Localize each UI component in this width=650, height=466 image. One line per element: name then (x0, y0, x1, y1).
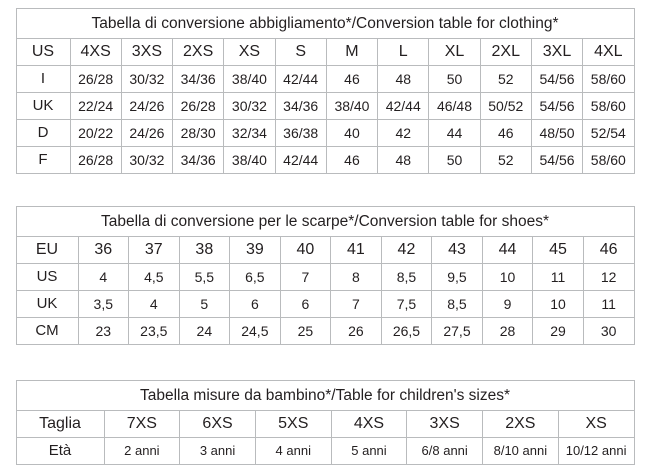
clothing-cell-2-5: 40 (326, 120, 377, 147)
children-header-1: 7XS (104, 411, 180, 438)
shoes-cell-2-0: 23 (78, 318, 129, 345)
shoes-header-0: EU (16, 237, 78, 264)
clothing-cell-1-1: 24/26 (121, 93, 172, 120)
shoes-cell-2-10: 30 (583, 318, 634, 345)
children-header-4: 4XS (331, 411, 407, 438)
shoes-cell-0-5: 8 (331, 264, 382, 291)
clothing-cell-3-5: 46 (326, 147, 377, 174)
children-header-3: 5XS (255, 411, 331, 438)
children-cell-0-0: 2 anni (104, 438, 180, 465)
clothing-table-block (0, 8, 650, 174)
table-row (16, 120, 634, 147)
clothing-cell-3-3: 38/40 (224, 147, 275, 174)
shoes-cell-1-4: 6 (280, 291, 331, 318)
clothing-cell-1-0: 22/24 (70, 93, 121, 120)
shoes-cell-2-4: 25 (280, 318, 331, 345)
clothing-cell-2-4: 36/38 (275, 120, 326, 147)
clothing-cell-1-2: 26/28 (173, 93, 224, 120)
clothing-cell-3-2: 34/36 (173, 147, 224, 174)
clothing-cell-3-9: 54/56 (531, 147, 582, 174)
shoes-cell-2-9: 29 (533, 318, 584, 345)
clothing-cell-0-6: 48 (378, 66, 429, 93)
shoes-cell-0-7: 9,5 (432, 264, 483, 291)
shoes-cell-0-2: 5,5 (179, 264, 230, 291)
shoes-cell-2-2: 24 (179, 318, 230, 345)
clothing-cell-1-9: 54/56 (531, 93, 582, 120)
children-header-7: XS (558, 411, 634, 438)
clothing-cell-0-2: 34/36 (173, 66, 224, 93)
table-row (16, 291, 634, 318)
clothing-cell-3-10: 58/60 (583, 147, 634, 174)
shoes-cell-2-3: 24,5 (230, 318, 281, 345)
clothing-cell-3-0: 26/28 (70, 147, 121, 174)
clothing-header-5: S (275, 39, 326, 66)
shoes-cell-0-8: 10 (482, 264, 533, 291)
children-sizes-table (16, 380, 635, 465)
shoes-cell-1-0: 3,5 (78, 291, 129, 318)
clothing-header-6: M (326, 39, 377, 66)
shoes-cell-0-9: 11 (533, 264, 584, 291)
clothing-cell-1-4: 34/36 (275, 93, 326, 120)
shoes-table-block (0, 206, 650, 345)
children-header-2: 6XS (180, 411, 256, 438)
table-title-row (16, 381, 634, 411)
clothing-cell-1-7: 46/48 (429, 93, 480, 120)
shoes-cell-2-5: 26 (331, 318, 382, 345)
clothing-cell-1-3: 30/32 (224, 93, 275, 120)
clothing-header-10: 3XL (531, 39, 582, 66)
children-header-0: Taglia (16, 411, 104, 438)
clothing-row-label-2: D (16, 120, 70, 147)
shoes-cell-0-1: 4,5 (129, 264, 180, 291)
children-header-5: 3XS (407, 411, 483, 438)
children-table-block (0, 380, 650, 465)
clothing-row-label-0: I (16, 66, 70, 93)
clothing-cell-2-8: 46 (480, 120, 531, 147)
children-title: Tabella misure da bambino*/Table for children's sizes* (16, 381, 634, 411)
shoes-header-2: 37 (129, 237, 180, 264)
shoes-cell-2-8: 28 (482, 318, 533, 345)
shoes-title: Tabella di conversione per le scarpe*/Conversion table for shoes* (16, 207, 634, 237)
children-cell-0-1: 3 anni (180, 438, 256, 465)
shoes-cell-1-2: 5 (179, 291, 230, 318)
children-cell-0-5: 8/10 anni (483, 438, 559, 465)
clothing-cell-3-4: 42/44 (275, 147, 326, 174)
clothing-cell-2-0: 20/22 (70, 120, 121, 147)
shoes-cell-1-8: 9 (482, 291, 533, 318)
shoes-header-5: 40 (280, 237, 331, 264)
clothing-cell-3-6: 48 (378, 147, 429, 174)
clothing-cell-1-5: 38/40 (326, 93, 377, 120)
clothing-header-1: 4XS (70, 39, 121, 66)
shoes-header-10: 45 (533, 237, 584, 264)
clothing-conversion-table (16, 8, 635, 174)
shoes-cell-1-6: 7,5 (381, 291, 432, 318)
clothing-title: Tabella di conversione abbigliamento*/Conversion table for clothing* (16, 9, 634, 39)
shoes-cell-1-10: 11 (583, 291, 634, 318)
shoes-cell-2-1: 23,5 (129, 318, 180, 345)
children-cell-0-2: 4 anni (255, 438, 331, 465)
shoes-header-7: 42 (381, 237, 432, 264)
clothing-header-3: 2XS (173, 39, 224, 66)
clothing-header-9: 2XL (480, 39, 531, 66)
shoes-cell-1-9: 10 (533, 291, 584, 318)
children-cell-0-6: 10/12 anni (558, 438, 634, 465)
shoes-header-9: 44 (482, 237, 533, 264)
shoes-row-label-1: UK (16, 291, 78, 318)
table-row (16, 318, 634, 345)
clothing-cell-0-7: 50 (429, 66, 480, 93)
shoes-row-label-0: US (16, 264, 78, 291)
clothing-cell-0-5: 46 (326, 66, 377, 93)
children-cell-0-4: 6/8 anni (407, 438, 483, 465)
shoes-header-3: 38 (179, 237, 230, 264)
clothing-cell-2-7: 44 (429, 120, 480, 147)
clothing-cell-1-6: 42/44 (378, 93, 429, 120)
clothing-header-11: 4XL (583, 39, 634, 66)
clothing-cell-1-8: 50/52 (480, 93, 531, 120)
clothing-header-4: XS (224, 39, 275, 66)
clothing-cell-0-10: 58/60 (583, 66, 634, 93)
shoes-cell-0-4: 7 (280, 264, 331, 291)
table-row (16, 147, 634, 174)
shoes-cell-2-6: 26,5 (381, 318, 432, 345)
clothing-cell-0-8: 52 (480, 66, 531, 93)
shoes-header-6: 41 (331, 237, 382, 264)
table-row (16, 438, 634, 465)
shoes-header-11: 46 (583, 237, 634, 264)
clothing-cell-0-1: 30/32 (121, 66, 172, 93)
clothing-row-label-1: UK (16, 93, 70, 120)
table-title-row (16, 207, 634, 237)
shoes-row-label-2: CM (16, 318, 78, 345)
clothing-cell-2-2: 28/30 (173, 120, 224, 147)
clothing-cell-3-8: 52 (480, 147, 531, 174)
clothing-header-8: XL (429, 39, 480, 66)
clothing-cell-0-0: 26/28 (70, 66, 121, 93)
shoes-cell-0-3: 6,5 (230, 264, 281, 291)
clothing-cell-2-3: 32/34 (224, 120, 275, 147)
children-cell-0-3: 5 anni (331, 438, 407, 465)
table-row (16, 66, 634, 93)
table-row (16, 264, 634, 291)
shoes-cell-0-0: 4 (78, 264, 129, 291)
shoes-cell-0-6: 8,5 (381, 264, 432, 291)
clothing-cell-2-1: 24/26 (121, 120, 172, 147)
clothing-header-7: L (378, 39, 429, 66)
table-header-row (16, 237, 634, 264)
shoes-header-1: 36 (78, 237, 129, 264)
clothing-cell-2-10: 52/54 (583, 120, 634, 147)
shoes-cell-0-10: 12 (583, 264, 634, 291)
shoes-cell-1-5: 7 (331, 291, 382, 318)
clothing-cell-2-6: 42 (378, 120, 429, 147)
clothing-cell-3-1: 30/32 (121, 147, 172, 174)
shoes-cell-1-3: 6 (230, 291, 281, 318)
table-title-row (16, 9, 634, 39)
shoes-header-8: 43 (432, 237, 483, 264)
children-header-6: 2XS (483, 411, 559, 438)
shoes-conversion-table (16, 206, 635, 345)
clothing-header-2: 3XS (121, 39, 172, 66)
clothing-cell-0-4: 42/44 (275, 66, 326, 93)
clothing-header-0: US (16, 39, 70, 66)
shoes-cell-2-7: 27,5 (432, 318, 483, 345)
table-header-row (16, 39, 634, 66)
clothing-cell-0-3: 38/40 (224, 66, 275, 93)
clothing-cell-0-9: 54/56 (531, 66, 582, 93)
clothing-cell-3-7: 50 (429, 147, 480, 174)
clothing-cell-2-9: 48/50 (531, 120, 582, 147)
shoes-cell-1-1: 4 (129, 291, 180, 318)
shoes-cell-1-7: 8,5 (432, 291, 483, 318)
clothing-cell-1-10: 58/60 (583, 93, 634, 120)
table-row (16, 93, 634, 120)
clothing-row-label-3: F (16, 147, 70, 174)
shoes-header-4: 39 (230, 237, 281, 264)
table-header-row (16, 411, 634, 438)
children-row-label-0: Età (16, 438, 104, 465)
